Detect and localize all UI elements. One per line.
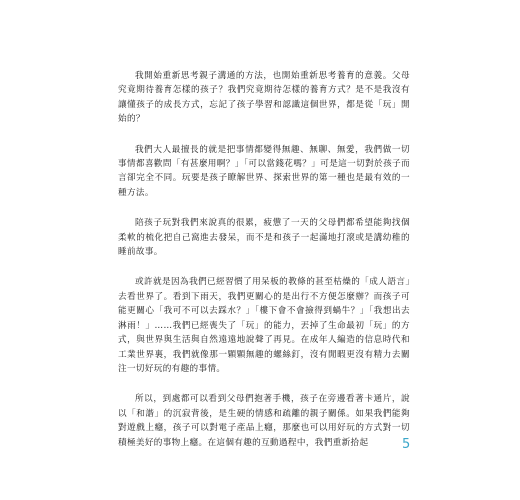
paragraph: 陪孩子玩對我們來說真的很累，疲憊了一天的父母們都希望能夠找個柔軟的梳化把自己窩進去發呆，而不是和孩子一起滿地打滾或是講幼稚的睡前故事。 <box>118 218 410 258</box>
paragraph: 我們大人最擅長的就是把事情都變得無趣、無聊、無愛，我們做一切事情都喜歡問「有甚麼用啊？」「可以當錢花嗎？」可是這一切對於孩子而言卻完全不同。玩要是孩子瞭解世界、探索世界的第一種也是最有效的一種方法。 <box>118 144 410 198</box>
paragraph: 我開始重新思考親子溝通的方法，也開始重新思考養育的意義。父母究竟期待養育怎樣的孩子？我們究竟期待怎樣的養育方式？是不是我沒有讓懂孩子的成長方式，忘記了孩子學習和認識這個世界，都是從「玩」開始的？ <box>118 71 410 125</box>
paragraph: 所以，到處都可以看到父母們抱著手機，孩子在旁邊看著卡通片，說以「和諧」的沉寂背後，是生硬的情感和疏離的親子關係。如果我們能夠對遊戲上癮，孩子可以對電子產品上癮，那麼也可以用好玩的方式對一切積極美好的事物上癮。在這個有趣的互動過程中，我們重新拾起 <box>118 394 410 448</box>
body-text <box>118 69 410 466</box>
paragraph: 或許就是因為我們已經習慣了用呆板的教條的甚至枯燥的「成人語言」去看世界了。看到下雨天，我們更關心的是出行不方便怎麼辦？而孩子可能更關心「我可不可以去踩水？」「樓下會不會撿得到蝸牛？」「我想出去淋雨！」……我們已經喪失了「玩」的能力，丟掉了生命最初「玩」的方式，與世界與生活與自然遠遠地說聲了再見。在成年人編造的信息時代和工業世界裏，我們就像那一顆顆無趣的螺絲釘，沒有閒暇更沒有精力去關注一切好玩的有趣的事情。 <box>118 277 410 374</box>
page-number: 5 <box>402 437 411 452</box>
